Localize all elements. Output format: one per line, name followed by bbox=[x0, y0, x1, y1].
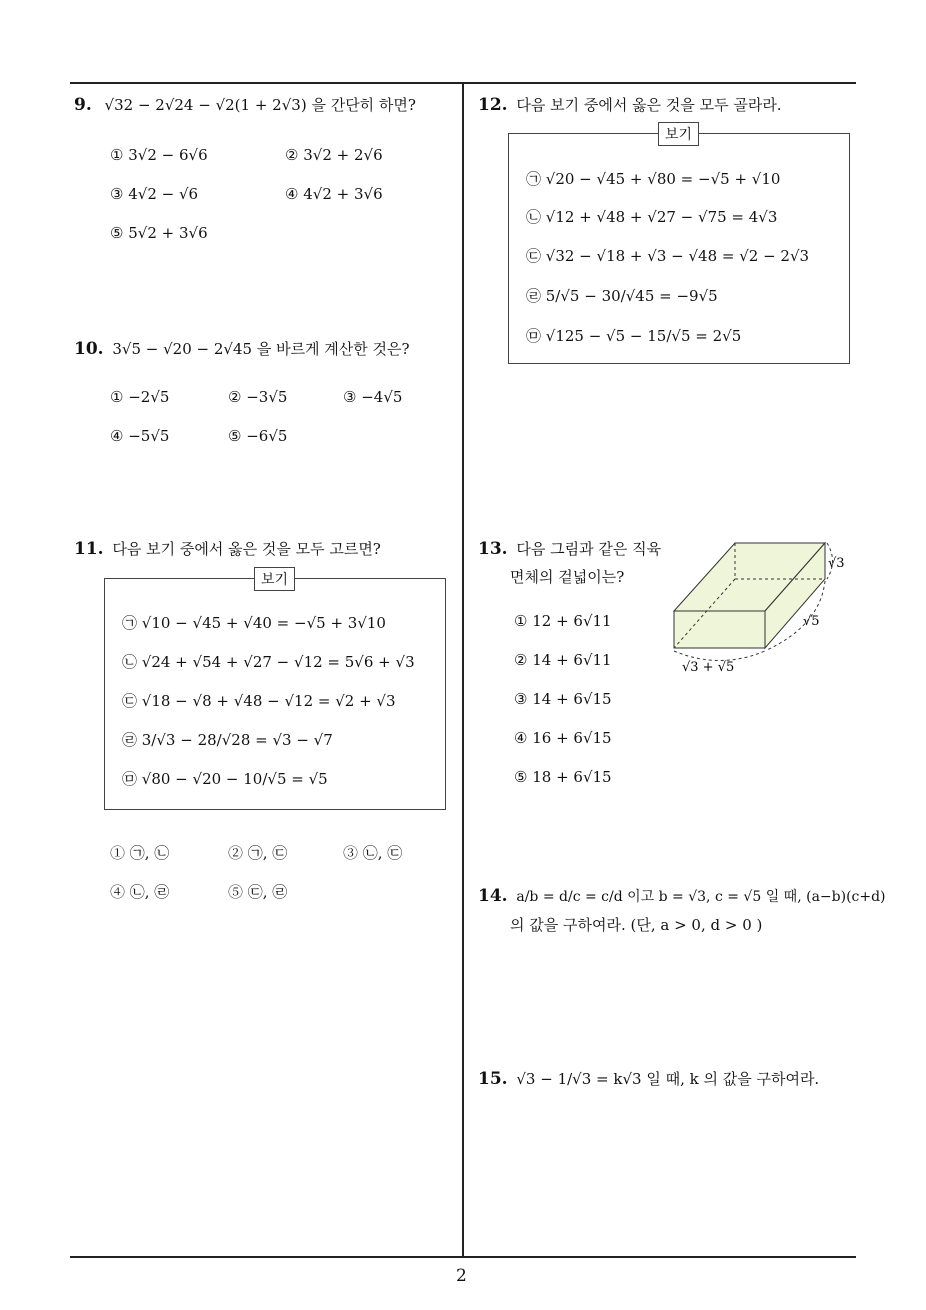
option-4[interactable]: ④ 4√2 + 3√6 bbox=[285, 185, 383, 203]
question-text: √3 − 1/√3 = k√3 일 때, k 의 값을 구하여라. bbox=[516, 1070, 820, 1088]
cuboid-figure bbox=[660, 535, 860, 680]
question-number: 9. bbox=[74, 95, 92, 115]
question-15 bbox=[478, 1068, 819, 1089]
option-4[interactable]: ④ 16 + 6√15 bbox=[514, 729, 612, 747]
bogi-item: ㉣ 3/√3 − 28/√28 = √3 − √7 bbox=[122, 731, 333, 749]
option-4[interactable]: ④ −5√5 bbox=[110, 427, 170, 445]
page-number: 2 bbox=[456, 1266, 467, 1286]
option-5[interactable]: ⑤ ㉢, ㉣ bbox=[228, 883, 288, 901]
option-1[interactable]: ① ㉠, ㉡ bbox=[110, 844, 170, 862]
question-text-line1: a/b = d/c = c/d 이고 b = √3, c = √5 일 때, (a−b)(c+d) bbox=[516, 889, 886, 905]
option-2[interactable]: ② −3√5 bbox=[228, 388, 288, 406]
question-11 bbox=[74, 538, 381, 559]
width-label: √3 + √5 bbox=[682, 660, 735, 675]
cuboid-shape bbox=[674, 543, 833, 661]
option-3[interactable]: ③ 14 + 6√15 bbox=[514, 690, 612, 708]
column-divider bbox=[462, 82, 464, 1256]
question-text: √32 − 2√24 − √2(1 + 2√3) 을 간단히 하면? bbox=[104, 96, 416, 114]
question-12 bbox=[478, 94, 782, 115]
option-5[interactable]: ⑤ 5√2 + 3√6 bbox=[110, 224, 208, 242]
bogi-item: ㉤ √125 − √5 − 15/√5 = 2√5 bbox=[526, 327, 742, 345]
option-1[interactable]: ① −2√5 bbox=[110, 388, 170, 406]
question-9 bbox=[74, 94, 416, 115]
bogi-label: 보기 bbox=[254, 567, 295, 591]
bogi-item: ㉢ √18 − √8 + √48 − √12 = √2 + √3 bbox=[122, 692, 396, 710]
question-number: 11. bbox=[74, 539, 104, 559]
bogi-item: ㉤ √80 − √20 − 10/√5 = √5 bbox=[122, 770, 328, 788]
option-5[interactable]: ⑤ 18 + 6√15 bbox=[514, 768, 612, 786]
option-2[interactable]: ② 3√2 + 2√6 bbox=[285, 146, 383, 164]
bottom-rule bbox=[70, 1256, 856, 1258]
question-text: 다음 보기 중에서 옳은 것을 모두 골라라. bbox=[516, 96, 782, 114]
bogi-item: ㉢ √32 − √18 + √3 − √48 = √2 − 2√3 bbox=[526, 247, 810, 265]
bogi-item: ㉠ √10 − √45 + √40 = −√5 + 3√10 bbox=[122, 614, 386, 632]
question-text-line2: 의 값을 구하여라. (단, a > 0, d > 0 ) bbox=[510, 916, 763, 934]
question-14 bbox=[478, 886, 886, 906]
option-3[interactable]: ③ ㉡, ㉢ bbox=[343, 844, 403, 862]
option-1[interactable]: ① 12 + 6√11 bbox=[514, 612, 612, 630]
question-number: 10. bbox=[74, 339, 104, 359]
question-13 bbox=[478, 538, 661, 559]
option-1[interactable]: ① 3√2 − 6√6 bbox=[110, 146, 208, 164]
question-text-line2: 면체의 겉넓이는? bbox=[510, 568, 625, 586]
option-2[interactable]: ② ㉠, ㉢ bbox=[228, 844, 288, 862]
question-text: 3√5 − √20 − 2√45 을 바르게 계산한 것은? bbox=[112, 340, 410, 358]
option-3[interactable]: ③ 4√2 − √6 bbox=[110, 185, 199, 203]
option-4[interactable]: ④ ㉡, ㉣ bbox=[110, 883, 170, 901]
height-label: √3 bbox=[828, 556, 845, 571]
bogi-label: 보기 bbox=[658, 122, 699, 146]
bogi-item: ㉡ √24 + √54 + √27 − √12 = 5√6 + √3 bbox=[122, 653, 415, 671]
bogi-item: ㉠ √20 − √45 + √80 = −√5 + √10 bbox=[526, 170, 781, 188]
depth-label: √5 bbox=[803, 614, 820, 629]
option-2[interactable]: ② 14 + 6√11 bbox=[514, 651, 612, 669]
question-number: 14. bbox=[478, 886, 508, 906]
question-10 bbox=[74, 338, 410, 359]
question-text-line1: 다음 그림과 같은 직육 bbox=[516, 540, 662, 558]
bogi-item: ㉡ √12 + √48 + √27 − √75 = 4√3 bbox=[526, 208, 778, 226]
option-5[interactable]: ⑤ −6√5 bbox=[228, 427, 288, 445]
option-3[interactable]: ③ −4√5 bbox=[343, 388, 403, 406]
question-number: 12. bbox=[478, 95, 508, 115]
question-number: 15. bbox=[478, 1069, 508, 1089]
question-number: 13. bbox=[478, 539, 508, 559]
question-text: 다음 보기 중에서 옳은 것을 모두 고르면? bbox=[112, 540, 381, 558]
bogi-item: ㉣ 5/√5 − 30/√45 = −9√5 bbox=[526, 287, 718, 305]
